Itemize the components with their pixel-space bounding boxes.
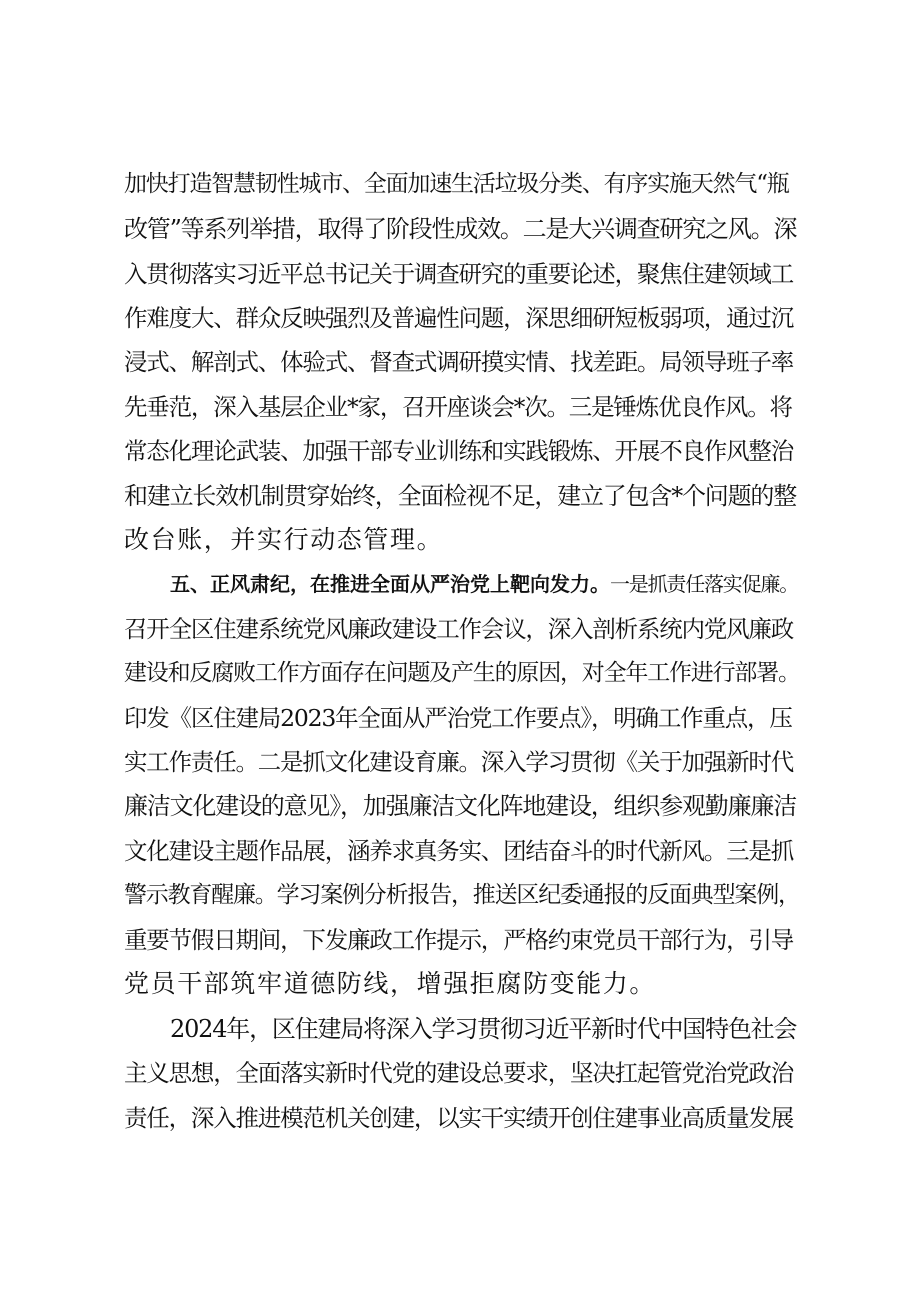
paragraph-line: 召开全区住建系统党风廉政建设工作会议，深入剖析系统内党风廉政 bbox=[124, 615, 793, 643]
paragraph-line: 浸式、解剖式、体验式、督查式调研摸实情、找差距。局领导班子率 bbox=[124, 348, 793, 376]
paragraph-line: 党员干部筑牢道德防线，增强拒腐防变能力。 bbox=[124, 969, 657, 998]
paragraph-line: 主义思想，全面落实新时代党的建设总要求，坚决扛起管党治党政治 bbox=[124, 1059, 793, 1087]
paragraph-line: 改台账，并实行动态管理。 bbox=[124, 525, 444, 554]
paragraph-line: 加快打造智慧韧性城市、全面加速生活垃圾分类、有序实施天然气“瓶 bbox=[124, 171, 789, 197]
section-heading: 五、正风肃纪，在推进全面从严治党上靶向发力。 bbox=[170, 572, 610, 596]
paragraph-line: 重要节假日期间，下发廉政工作提示，严格约束党员干部行为，引导 bbox=[124, 926, 793, 954]
paragraph-line: 印发《区住建局2023年全面从严治党工作要点》，明确工作重点，压 bbox=[124, 704, 792, 732]
section-heading-line bbox=[170, 562, 798, 606]
section-heading-rest: 一是抓责任落实促廉。 bbox=[610, 572, 798, 596]
paragraph-line: 警示教育醒廉。学习案例分析报告，推送区纪委通报的反面典型案例， bbox=[124, 882, 800, 908]
paragraph-line: 2024年，区住建局将深入学习贯彻习近平新时代中国特色社会 bbox=[170, 1015, 797, 1043]
paragraph-line: 实工作责任。二是抓文化建设育廉。深入学习贯彻《关于加强新时代 bbox=[124, 748, 793, 776]
paragraph-line: 文化建设主题作品展，涵养求真务实、团结奋斗的时代新风。三是抓 bbox=[124, 837, 793, 865]
paragraph-line: 作难度大、群众反映强烈及普遍性问题，深思细研短板弱项，通过沉 bbox=[124, 304, 793, 332]
paragraph-line: 建设和反腐败工作方面存在问题及产生的原因，对全年工作进行部署。 bbox=[124, 660, 800, 686]
paragraph-line: 常态化理论武装、加强干部专业训练和实践锻炼、开展不良作风整治 bbox=[124, 437, 793, 465]
paragraph-line: 责任，深入推进模范机关创建，以实干实绩开创住建事业高质量发展 bbox=[124, 1104, 793, 1132]
paragraph-line: 和建立长效机制贯穿始终，全面检视不足，建立了包含*个问题的整 bbox=[124, 482, 796, 510]
paragraph-line: 廉洁文化建设的意见》，加强廉洁文化阵地建设，组织参观勤廉廉洁 bbox=[124, 792, 796, 820]
paragraph-line: 先垂范，深入基层企业*家，召开座谈会*次。三是锤炼优良作风。将 bbox=[124, 393, 792, 421]
paragraph-line: 入贯彻落实习近平总书记关于调查研究的重要论述，聚焦住建领域工 bbox=[124, 260, 793, 288]
paragraph-line: 改管”等系列举措，取得了阶段性成效。二是大兴调查研究之风。深 bbox=[124, 215, 797, 243]
